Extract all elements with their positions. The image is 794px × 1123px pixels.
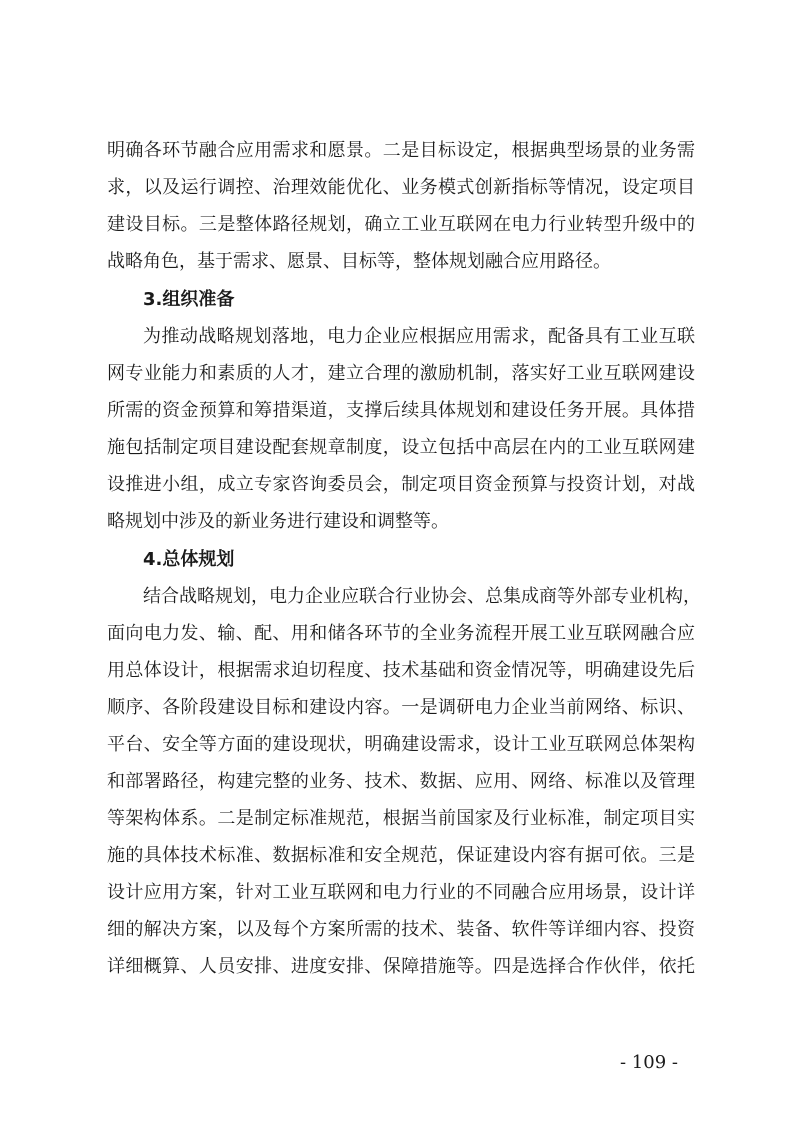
text-line: 施包括制定项目建设配套规章制度，设立包括中高层在内的工业互联网建: [107, 437, 695, 458]
text-line: 结合战略规划，电力企业应联合行业协会、总集成商等外部专业机构，: [143, 586, 701, 607]
text-line: 战略角色，基于需求、愿景、目标等，整体规划融合应用路径。: [107, 251, 611, 272]
text-line: 等架构体系。二是制定标准规范，根据当前国家及行业标准，制定项目实: [107, 808, 695, 829]
section-heading-overall-planning: 4.总体规划: [143, 549, 235, 570]
text-line: 设推进小组，成立专家咨询委员会，制定项目资金预算与投资计划，对战: [107, 474, 695, 495]
text-line: 网专业能力和素质的人才，建立合理的激励机制，落实好工业互联网建设: [107, 363, 695, 384]
text-line: 所需的资金预算和筹措渠道，支撑后续具体规划和建设任务开展。具体措: [107, 400, 695, 421]
text-line: 平台、安全等方面的建设现状，明确建设需求，设计工业互联网总体架构: [107, 734, 695, 755]
text-line: 面向电力发、输、配、用和储各环节的全业务流程开展工业互联网融合应: [107, 623, 695, 644]
page-number: - 109 -: [620, 1052, 678, 1073]
text-line: 为推动战略规划落地，电力企业应根据应用需求，配备具有工业互联: [143, 326, 695, 347]
text-line: 详细概算、人员安排、进度安排、保障措施等。四是选择合作伙伴，依托: [107, 956, 695, 977]
text-line: 细的解决方案，以及每个方案所需的技术、装备、软件等详细内容、投资: [107, 919, 695, 940]
text-line: 施的具体技术标准、数据标准和安全规范，保证建设内容有据可依。三是: [107, 845, 695, 866]
text-line: 和部署路径，构建完整的业务、技术、数据、应用、网络、标准以及管理: [107, 771, 695, 792]
text-line: 设计应用方案，针对工业互联网和电力行业的不同融合应用场景，设计详: [107, 882, 695, 903]
section-heading-organization: 3.组织准备: [143, 289, 235, 310]
text-line: 略规划中涉及的新业务进行建设和调整等。: [107, 511, 449, 532]
text-line: 用总体设计，根据需求迫切程度、技术基础和资金情况等，明确建设先后: [107, 660, 695, 681]
text-line: 求，以及运行调控、治理效能优化、业务模式创新指标等情况，设定项目: [107, 177, 695, 198]
text-line: 建设目标。三是整体路径规划，确立工业互联网在电力行业转型升级中的: [107, 214, 695, 235]
text-line: 顺序、各阶段建设目标和建设内容。一是调研电力企业当前网络、标识、: [107, 697, 695, 718]
text-line: 明确各环节融合应用需求和愿景。二是目标设定，根据典型场景的业务需: [107, 140, 695, 161]
